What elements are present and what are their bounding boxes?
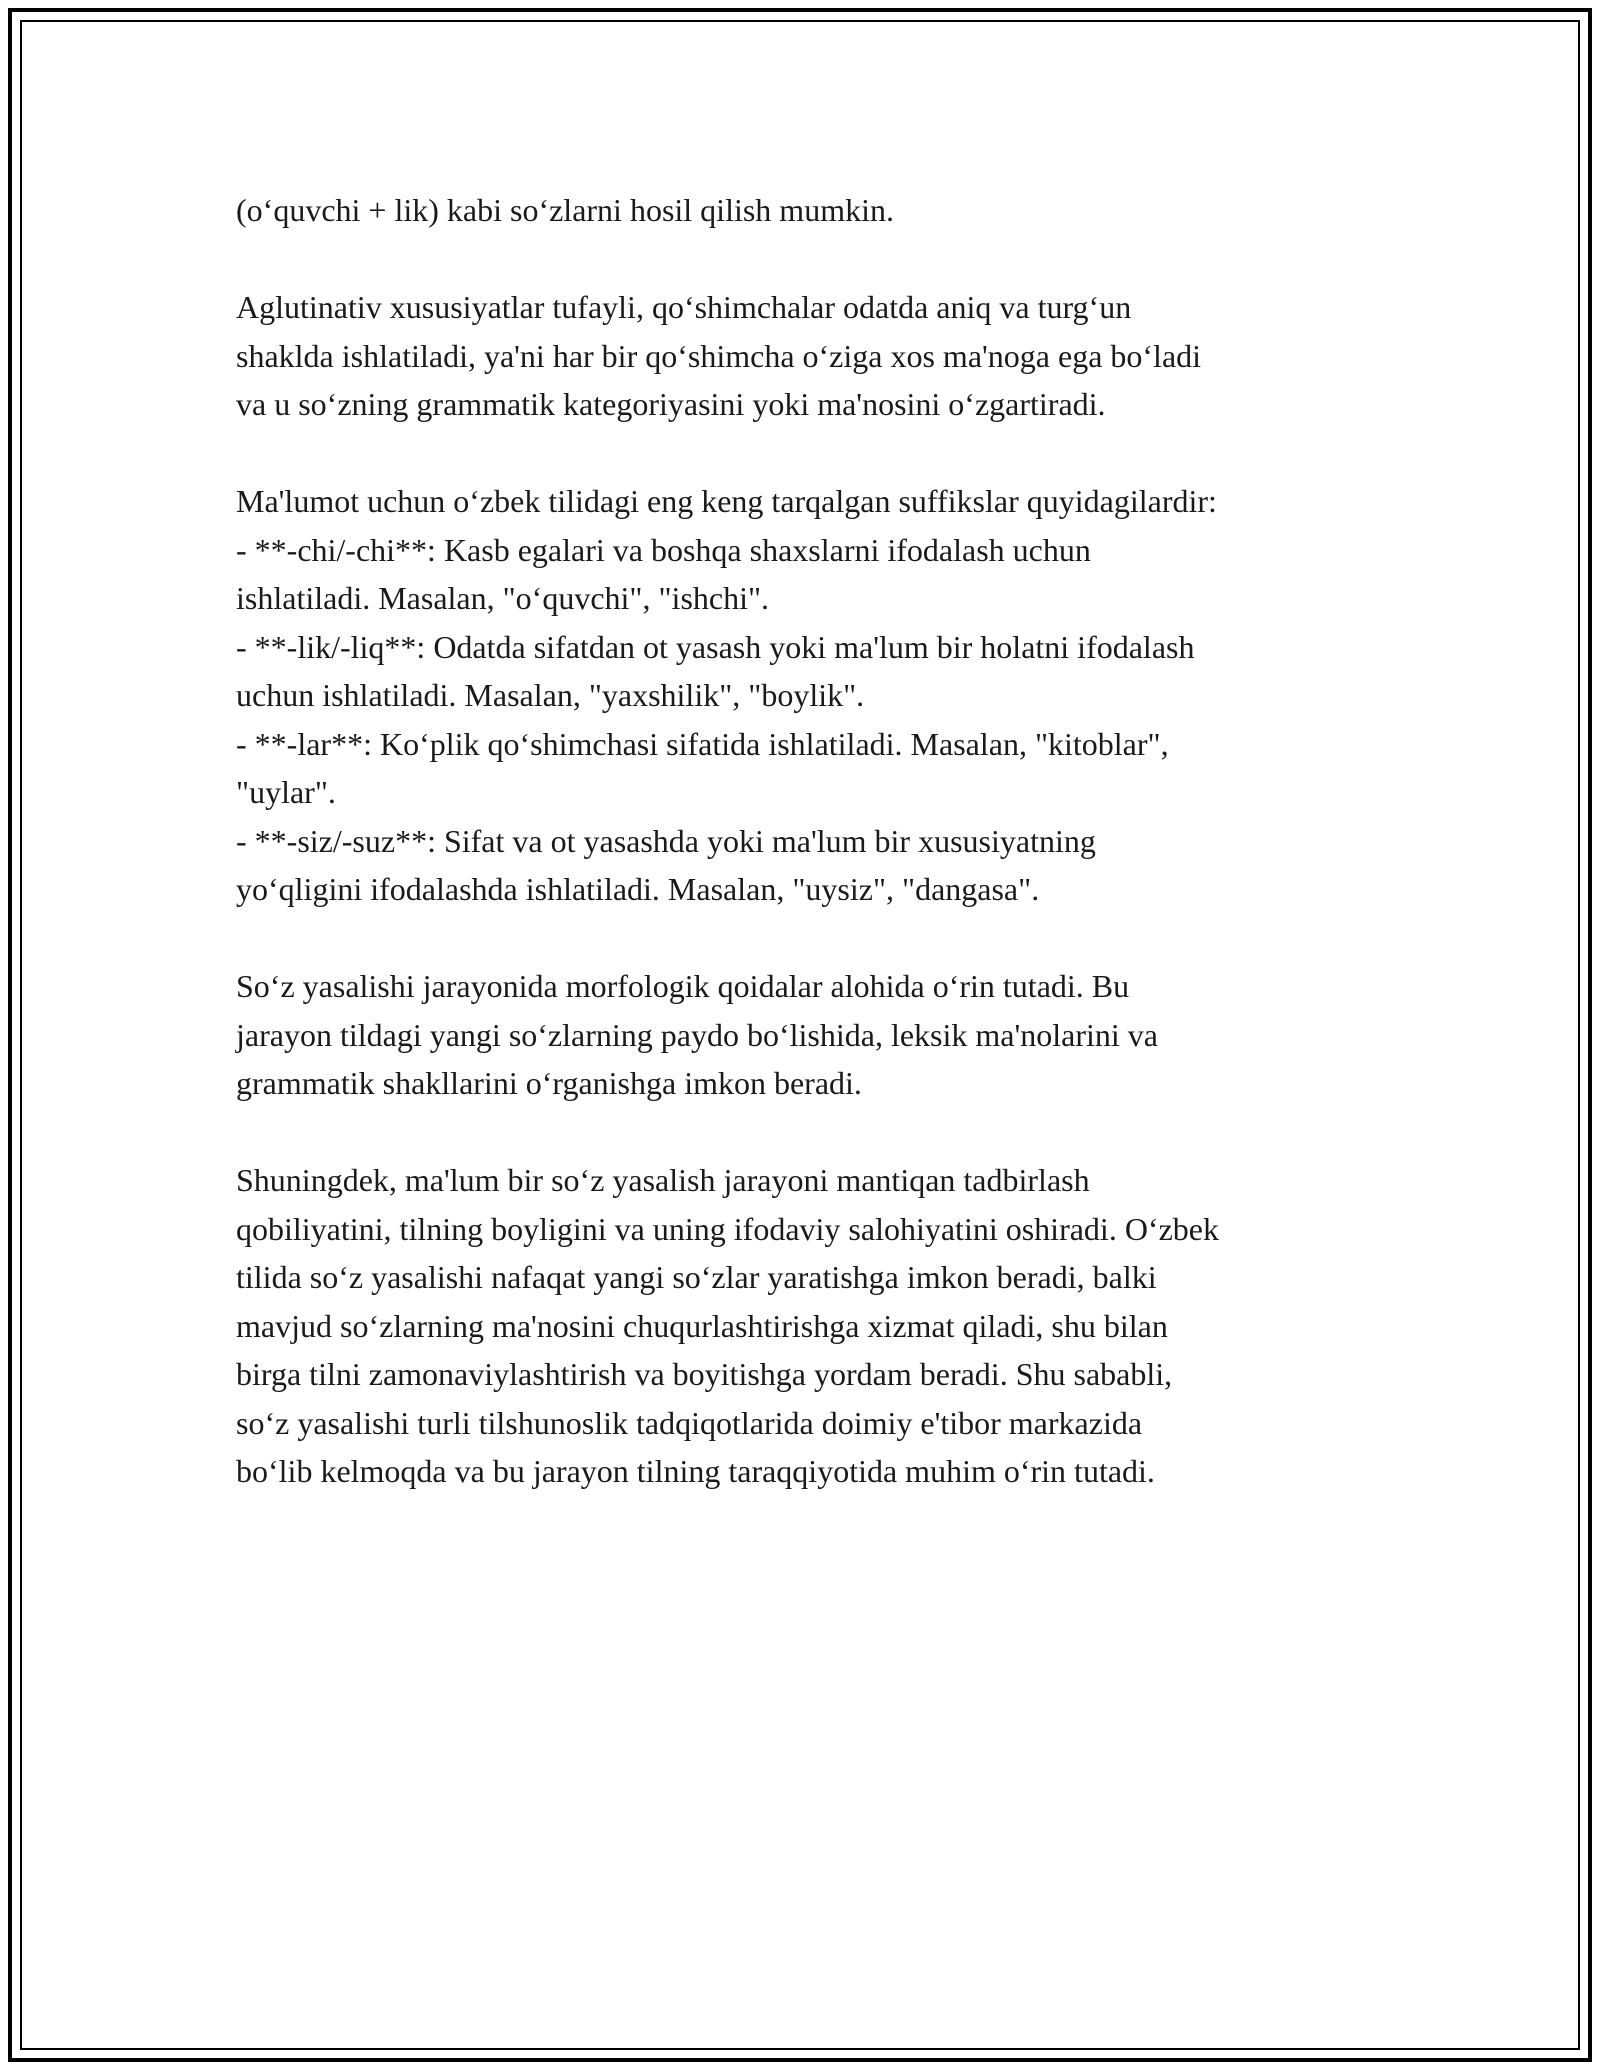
list-item-line: uchun ishlatiladi. Masalan, "yaxshilik", "boylik".: [236, 677, 865, 713]
document-body: [236, 186, 1386, 1544]
paragraph-agglutinative: [236, 283, 1386, 429]
text-line: tilida so‘z yasalishi nafaqat yangi so‘zlar yaratishga imkon beradi, balki: [236, 1259, 1157, 1295]
text-line: shaklda ishlatiladi, ya'ni har bir qo‘shimcha o‘ziga xos ma'noga ega bo‘ladi: [236, 337, 1202, 374]
list-item-line: - **-lar**: Ko‘plik qo‘shimchasi sifatida ishlatiladi. Masalan, "kitoblar",: [236, 725, 1169, 762]
paragraph-suffix-list: [236, 477, 1386, 914]
text-line: bo‘lib kelmoqda va bu jarayon tilning taraqqiyotida muhim o‘rin tutadi.: [236, 1453, 1155, 1489]
text-line: va u so‘zning grammatik kategoriyasini yoki ma'nosini o‘zgartiradi.: [236, 386, 1106, 422]
text-line: jarayon tildagi yangi so‘zlarning paydo bo‘lishida, leksik ma'nolarini va: [236, 1016, 1158, 1053]
list-item-line: - **-chi/-chi**: Kasb egalari va boshqa shaxslarni ifodalash uchun: [236, 531, 1091, 568]
text-line: (o‘quvchi + lik) kabi so‘zlarni hosil qilish mumkin.: [236, 192, 894, 228]
paragraph-intro: [236, 186, 1386, 235]
text-line: qobiliyatini, tilning boyligini va uning ifodaviy salohiyatini oshiradi. O‘zbek: [236, 1210, 1219, 1247]
text-line: birga tilni zamonaviylashtirish va boyitishga yordam beradi. Shu sababli,: [236, 1356, 1173, 1392]
paragraph-conclusion: [236, 1156, 1386, 1496]
text-line: mavjud so‘zlarning ma'nosini chuqurlashtirishga xizmat qiladi, shu bilan: [236, 1307, 1168, 1344]
list-item-line: yo‘qligini ifodalashda ishlatiladi. Masalan, "uysiz", "dangasa".: [236, 871, 1040, 907]
text-line: so‘z yasalishi turli tilshunoslik tadqiqotlarida doimiy e'tibor markazida: [236, 1404, 1143, 1441]
text-line: Ma'lumot uchun o‘zbek tilidagi eng keng tarqalgan suffikslar quyidagilardir:: [236, 483, 1217, 519]
list-item-line: - **-lik/-liq**: Odatda sifatdan ot yasash yoki ma'lum bir holatni ifodalash: [236, 628, 1195, 665]
text-line: Aglutinativ xususiyatlar tufayli, qo‘shimchalar odatda aniq va turg‘un: [236, 289, 1132, 325]
list-item-line: "uylar".: [236, 774, 336, 810]
text-line: Shuningdek, ma'lum bir so‘z yasalish jarayoni mantiqan tadbirlash: [236, 1162, 1090, 1198]
text-line: grammatik shakllarini o‘rganishga imkon beradi.: [236, 1065, 862, 1101]
paragraph-morphology: [236, 962, 1386, 1108]
text-line: So‘z yasalishi jarayonida morfologik qoidalar alohida o‘rin tutadi. Bu: [236, 968, 1130, 1004]
list-item-line: ishlatiladi. Masalan, "o‘quvchi", "ishchi".: [236, 580, 770, 616]
list-item-line: - **-siz/-suz**: Sifat va ot yasashda yoki ma'lum bir xususiyatning: [236, 822, 1096, 859]
